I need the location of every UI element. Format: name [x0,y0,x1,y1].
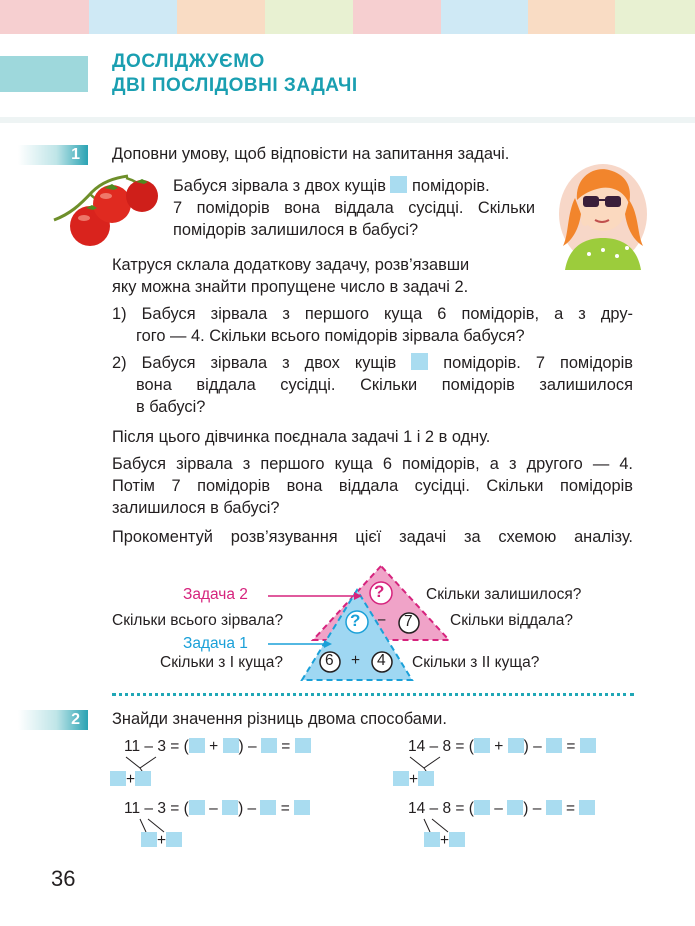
answer-box[interactable] [295,738,311,753]
number-4: 4 [377,652,386,669]
answer-box[interactable] [546,800,562,815]
answer-box[interactable] [110,771,126,786]
answer-box[interactable] [166,832,182,847]
decomposition-sum: + [110,771,151,789]
plus-sign: + [351,652,361,669]
task-number-1: 1 [18,145,88,165]
comment-instruction: Прокоментуй розв’язування цієї задачі за схемою аналізу. [112,528,633,546]
task1-problem: Бабуся зірвала з двох кущів помідорів. 7 помідорів вона віддала сусідці. Скільки помідорів залишилося в бабусі? [173,177,535,239]
girl-katrusia-illustration [555,162,649,270]
task-number-2: 2 [18,710,88,730]
question-bush-1: Скільки з І куща? [160,654,284,671]
question-total: Скільки всього зірвала? [112,612,284,629]
answer-box[interactable] [449,832,465,847]
answer-box[interactable] [260,800,276,815]
task1-label: Задача 1 [183,635,248,652]
decomposition-sum: + [393,771,434,789]
title-line-2: ДВІ ПОСЛІДОВНІ ЗАДАЧІ [112,75,358,96]
equation-14-8-second: 14 – 8 = ( – ) – = [408,800,595,818]
mid-question-mark: ? [350,611,361,630]
answer-box[interactable] [579,800,595,815]
missing-number-box [390,176,407,193]
title-divider [0,117,695,123]
top-question-mark: ? [374,582,385,601]
answer-box[interactable] [141,832,157,847]
missing-number-box [411,353,428,370]
answer-box[interactable] [474,800,490,815]
number-7: 7 [404,613,413,630]
answer-box[interactable] [261,738,277,753]
task1-instruction: Доповни умову, щоб відповісти на запитання задачі. [112,145,510,163]
answer-box[interactable] [508,738,524,753]
minus-sign: − [377,612,387,629]
answer-box[interactable] [135,771,151,786]
page-number: 36 [51,866,76,891]
header-stripe-1 [0,0,89,34]
answer-box[interactable] [222,800,238,815]
tomatoes-illustration [50,170,162,248]
question-remaining: Скільки залишилося? [426,586,582,603]
decomposition-sum: + [141,832,182,850]
equation-11-3-first: 11 – 3 = ( + ) – = [124,738,311,756]
task2-label: Задача 2 [183,586,248,603]
answer-box[interactable] [294,800,310,815]
title-accent-bar [0,56,88,92]
header-stripe-3 [177,0,265,34]
subproblem-2: 2) Бабуся зірвала з двох кущів помідорів. 7 помідорів вона віддала сусідці. Скільки помідорів залишилося в бабусі? [112,354,633,416]
answer-box[interactable] [580,738,596,753]
answer-box[interactable] [189,738,205,753]
header-stripe-7 [528,0,615,34]
header-stripe-6 [441,0,528,34]
analysis-scheme [0,560,695,690]
question-given-away: Скільки віддала? [450,612,573,629]
answer-box[interactable] [474,738,490,753]
equation-14-8-first: 14 – 8 = ( + ) – = [408,738,596,756]
header-stripe-2 [89,0,177,34]
page-title [112,50,358,98]
header-stripe-4 [265,0,353,34]
combine-text: Після цього дівчинка поєднала задачі 1 і 2 в одну. [112,428,491,446]
header-stripe-8 [615,0,695,34]
number-6: 6 [325,652,334,669]
decomposition-sum: + [424,832,465,850]
katrusia-text: Катруся склала додаткову задачу, розв’язавши яку можна знайти пропущене число в задачі 2. [112,256,470,296]
title-line-1: ДОСЛІДЖУЄМО [112,51,265,72]
header-stripe-5 [353,0,441,34]
task2-instruction: Знайди значення різниць двома способами. [112,710,447,728]
answer-box[interactable] [507,800,523,815]
answer-box[interactable] [418,771,434,786]
equation-11-3-second: 11 – 3 = ( – ) – = [124,800,310,818]
answer-box[interactable] [546,738,562,753]
subproblem-1: 1) Бабуся зірвала з першого куща 6 помідорів, а з дру- гого — 4. Скільки всього помідорів зірвала бабуся? [112,305,633,345]
answer-box[interactable] [393,771,409,786]
answer-box[interactable] [424,832,440,847]
answer-box[interactable] [223,738,239,753]
combined-problem: Бабуся зірвала з першого куща 6 помідорів, а з другого — 4. Потім 7 помідорів вона віддала сусідці. Скільки помідорів залишилося в бабусі? [112,455,633,517]
section-divider [112,693,634,696]
question-bush-2: Скільки з ІІ куща? [412,654,540,671]
answer-box[interactable] [189,800,205,815]
